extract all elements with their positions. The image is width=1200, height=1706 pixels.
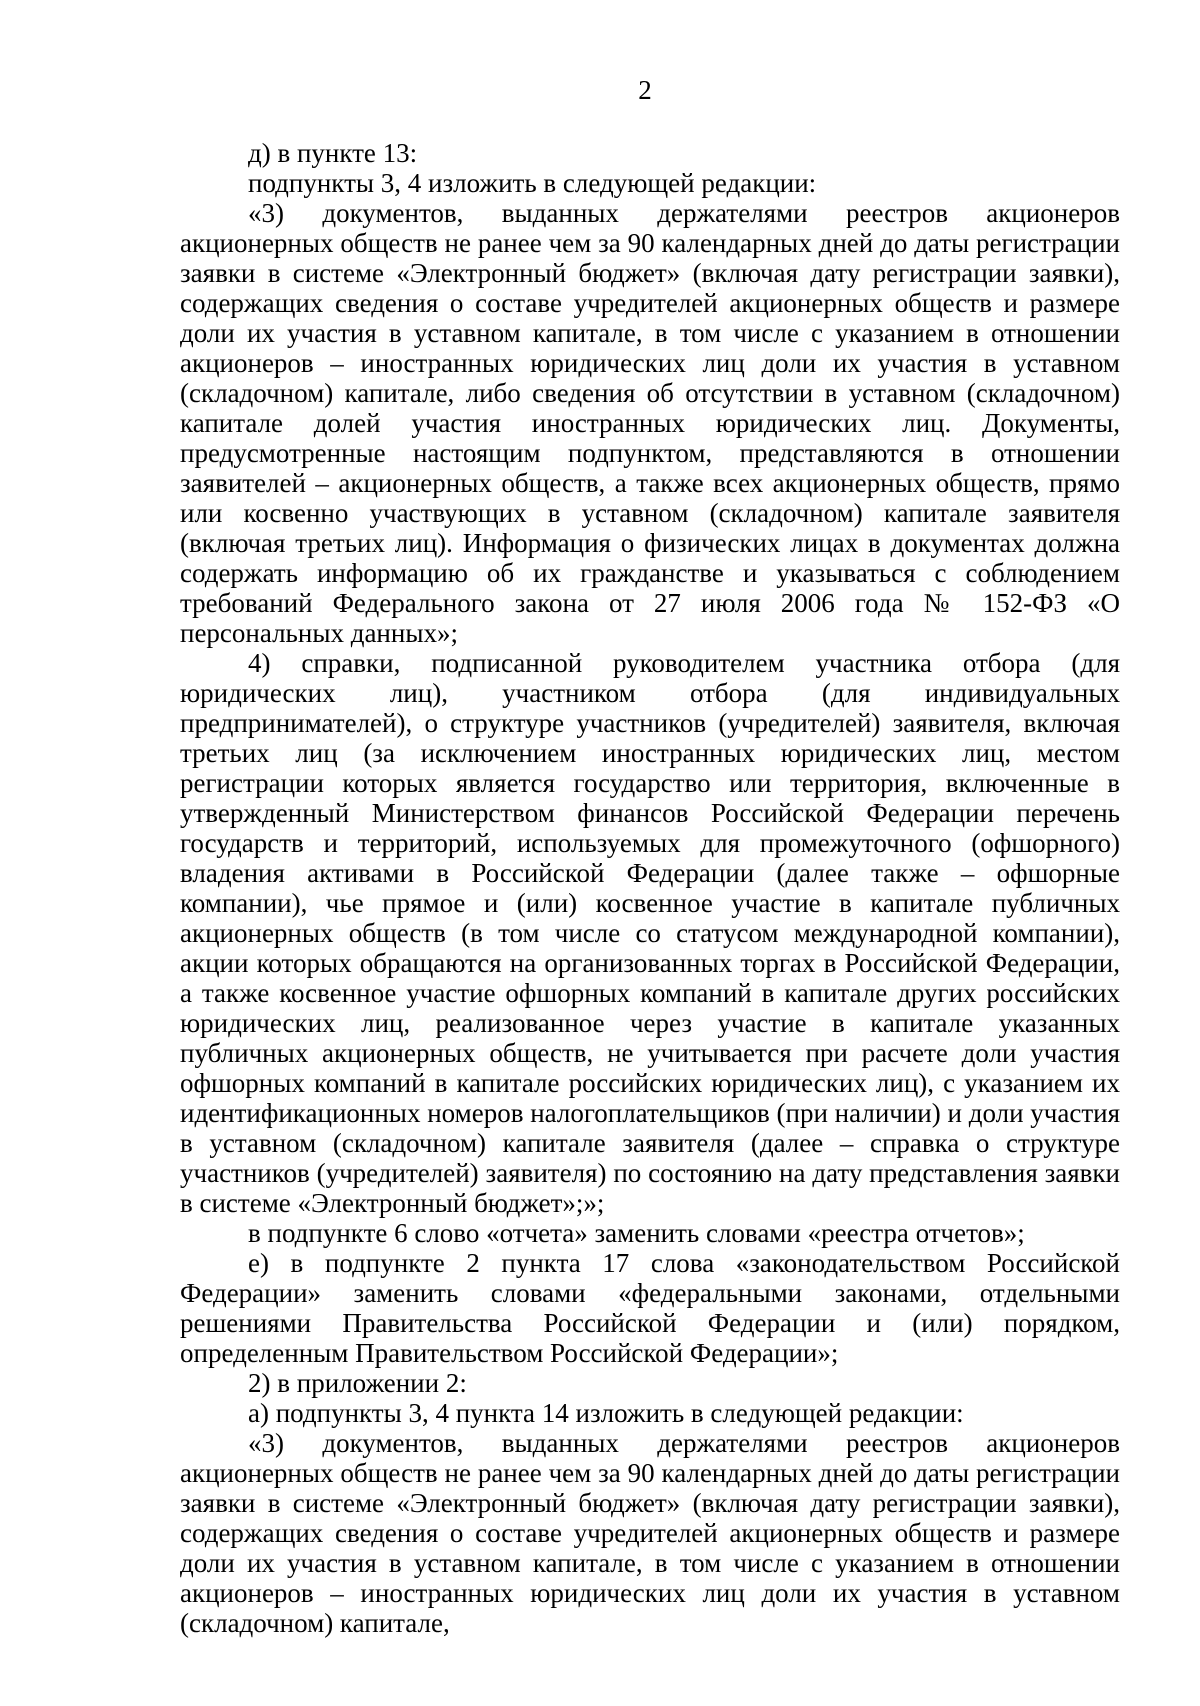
page-number: 2 bbox=[638, 75, 652, 105]
paragraph-subitem-6-change: в подпункте 6 слово «отчета» заменить словами «реестра отчетов»; bbox=[248, 1218, 1025, 1248]
paragraph-subitems-3-4-intro: подпункты 3, 4 изложить в следующей редакции: bbox=[248, 168, 817, 198]
paragraph-subitem-4: 4) справки, подписанной руководителем участника отбора (для юридических лиц), участником отбора (для индивидуальных предпринимателей), о структуре участников (учредителей) заявителя, включая третьих лиц (за исключением иностранных юридических лиц, местом регистрации которых является государство или территория, включенные в утвержденный Министерством финансов Российской Федерации перечень государств и территорий, используемых для промежуточного (офшорного) владения активами в Российской Федерации (далее также – офшорные компании), чье прямое и (или) косвенное участие в капитале публичных акционерных обществ (в том числе со статусом международной компании), акции которых обращаются на организованных торгах в Российской Федерации, а также косвенное участие офшорных компаний в капитале других российских юридических лиц, реализованное через участие в капитале указанных публичных акционерных обществ, не учитывается при расчете доли участия офшорных компаний в капитале российских юридических лиц), с указанием их идентификационных номеров налогоплательщиков (при наличии) и доли участия в уставном (складочном) капитале заявителя (далее – справка о структуре участников (учредителей) заявителя) по состоянию на дату представления заявки в системе «Электронный бюджет»;»; bbox=[180, 648, 1120, 1218]
paragraph-item-d: д) в пункте 13: bbox=[248, 138, 418, 168]
paragraph-item-e: е) в подпункте 2 пункта 17 слова «законодательством Российской Федерации» заменить словами «федеральными законами, отдельными решениями Правительства Российской Федерации и (или) порядком, определенным Правительством Российской Федерации»; bbox=[180, 1248, 1120, 1368]
paragraph-annex-2-item-a: а) подпункты 3, 4 пункта 14 изложить в следующей редакции: bbox=[248, 1398, 964, 1428]
document-body bbox=[180, 138, 1120, 1638]
paragraph-subitem-3: «3) документов, выданных держателями реестров акционеров акционерных обществ не ранее чем за 90 календарных дней до даты регистрации заявки в системе «Электронный бюджет» (включая дату регистрации заявки), содержащих сведения о составе учредителей акционерных обществ и размере доли их участия в уставном капитале, в том числе с указанием в отношении акционеров – иностранных юридических лиц доли их участия в уставном (складочном) капитале, либо сведения об отсутствии в уставном (складочном) капитале долей участия иностранных юридических лиц. Документы, предусмотренные настоящим подпунктом, представляются в отношении заявителей – акционерных обществ, а также всех акционерных обществ, прямо или косвенно участвующих в уставном (складочном) капитале заявителя (включая третьих лиц). Информация о физических лицах в документах должна содержать информацию об их гражданстве и указываться с соблюдением требований Федерального закона от 27 июля 2006 года № 152-ФЗ «О персональных данных»; bbox=[180, 198, 1120, 648]
paragraph-annex-2: 2) в приложении 2: bbox=[248, 1368, 467, 1398]
paragraph-annex-2-subitem-3: «3) документов, выданных держателями реестров акционеров акционерных обществ не ранее чем за 90 календарных дней до даты регистрации заявки в системе «Электронный бюджет» (включая дату регистрации заявки), содержащих сведения о составе учредителей акционерных обществ и размере доли их участия в уставном капитале, в том числе с указанием в отношении акционеров – иностранных юридических лиц доли их участия в уставном (складочном) капитале, bbox=[180, 1428, 1120, 1638]
